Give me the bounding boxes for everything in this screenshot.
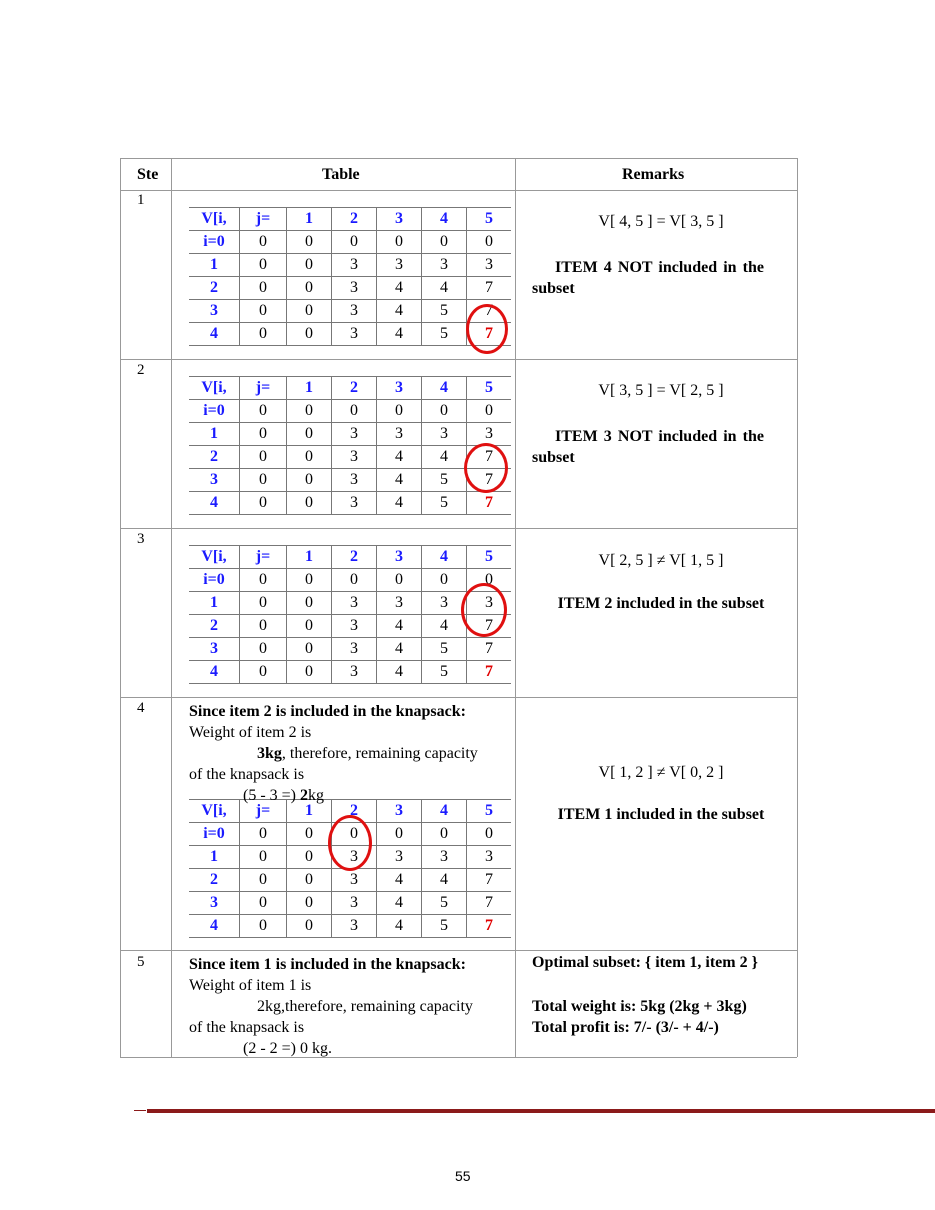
table-header-cell: 3 (377, 377, 422, 400)
table-header-cell: 1 (287, 208, 332, 231)
table-cell: 0 (377, 569, 422, 592)
table-cell: 4 (377, 638, 422, 661)
table-cell: 4 (377, 300, 422, 323)
table-cell: 0 (287, 661, 332, 684)
grid-line (120, 697, 797, 698)
optimal-subset: Optimal subset: { item 1, item 2 } (532, 954, 758, 971)
step5-text-c: (2 - 2 =) 0 kg. (243, 1040, 333, 1057)
table-cell: 0 (240, 254, 287, 277)
footer-rule-tick (134, 1110, 146, 1111)
table-cell: 5 (422, 915, 467, 938)
table-header-cell: V[i, (189, 546, 240, 569)
step-number: 3 (137, 531, 145, 547)
remark-text: ITEM 4 NOT included in the subset (532, 259, 764, 297)
table-cell: 3 (332, 469, 377, 492)
grid-line (120, 158, 797, 159)
table-cell: 0 (287, 592, 332, 615)
grid-line (120, 158, 121, 1057)
table-header-cell: j= (240, 208, 287, 231)
table-header-cell: 4 (422, 208, 467, 231)
row-label: 3 (189, 638, 240, 661)
table-cell: 0 (287, 231, 332, 254)
table-header-cell: V[i, (189, 800, 240, 823)
table-cell: 3 (422, 254, 467, 277)
step4-text-d: (5 - 3 =) (243, 787, 301, 804)
remark-formula: V[ 3, 5 ] = V[ 2, 5 ] (598, 382, 724, 399)
table-header-cell: 5 (467, 546, 512, 569)
table-cell: 3 (332, 869, 377, 892)
table-header-cell: 3 (377, 208, 422, 231)
step4-text-c: , therefore, remaining capacity of the knapsack is (189, 745, 478, 783)
row-label: 1 (189, 423, 240, 446)
table-cell: 3 (422, 846, 467, 869)
table-cell: 0 (287, 492, 332, 515)
table-cell: 0 (240, 869, 287, 892)
table-cell: 3 (332, 615, 377, 638)
row-label: 3 (189, 300, 240, 323)
table-cell: 3 (332, 254, 377, 277)
table-cell: 3 (467, 254, 512, 277)
table-cell: 0 (332, 231, 377, 254)
table-cell: 0 (287, 323, 332, 346)
table-cell: 0 (422, 823, 467, 846)
table-cell: 7 (467, 469, 512, 492)
table-cell: 0 (240, 638, 287, 661)
grid-line (120, 528, 797, 529)
table-cell: 0 (377, 231, 422, 254)
table-cell: 0 (377, 400, 422, 423)
table-cell: 0 (287, 469, 332, 492)
table-cell: 3 (332, 661, 377, 684)
table-cell: 3 (332, 592, 377, 615)
table-cell: 0 (287, 300, 332, 323)
table-cell: 0 (377, 823, 422, 846)
table-cell: 4 (422, 277, 467, 300)
table-cell: 0 (467, 569, 512, 592)
step4-text-e: kg (308, 787, 325, 804)
table-cell: 3 (377, 846, 422, 869)
table-cell: 3 (377, 592, 422, 615)
step-number: 2 (137, 362, 145, 378)
table-header-cell: 2 (332, 377, 377, 400)
table-header-cell: j= (240, 377, 287, 400)
remark-text: ITEM 2 included in the subset (557, 595, 765, 612)
table-cell: 3 (332, 446, 377, 469)
table-cell: 0 (240, 615, 287, 638)
highlight-circle (328, 815, 372, 871)
table-cell: 0 (422, 569, 467, 592)
table-cell: 3 (332, 846, 377, 869)
table-cell: 4 (377, 469, 422, 492)
table-cell: 4 (377, 915, 422, 938)
table-header-cell: 1 (287, 800, 332, 823)
table-cell: 0 (287, 254, 332, 277)
remark-formula: V[ 1, 2 ] ≠ V[ 0, 2 ] (598, 764, 724, 781)
table-cell: 0 (240, 661, 287, 684)
table-header-cell: 4 (422, 546, 467, 569)
table-cell: 7 (467, 492, 512, 515)
table-cell: 5 (422, 492, 467, 515)
table-cell: 3 (332, 492, 377, 515)
table-cell: 7 (467, 661, 512, 684)
table-cell: 0 (240, 823, 287, 846)
table-cell: 3 (332, 638, 377, 661)
highlight-circle (466, 304, 508, 354)
total-summary: Total weight is: 5kg (2kg + 3kg) Total profit is: 7/- (3/- + 4/-) (532, 998, 747, 1036)
header-step: Ste (137, 166, 159, 183)
row-label: 3 (189, 892, 240, 915)
row-label: 4 (189, 915, 240, 938)
table-cell: 0 (240, 231, 287, 254)
table-cell: 7 (467, 869, 512, 892)
table-cell: 7 (467, 915, 512, 938)
header-remarks: Remarks (622, 166, 685, 183)
table-cell: 0 (240, 469, 287, 492)
table-cell: 0 (240, 446, 287, 469)
table-cell: 0 (332, 400, 377, 423)
grid-line (120, 190, 797, 191)
table-header-cell: 2 (332, 800, 377, 823)
table-cell: 4 (377, 492, 422, 515)
table-cell: 0 (467, 400, 512, 423)
table-cell: 0 (287, 423, 332, 446)
table-cell: 0 (240, 423, 287, 446)
row-label: i=0 (189, 231, 240, 254)
table-cell: 4 (377, 892, 422, 915)
table-cell: 0 (287, 823, 332, 846)
table-cell: 0 (287, 869, 332, 892)
table-cell: 0 (422, 400, 467, 423)
table-cell: 4 (377, 446, 422, 469)
row-label: 2 (189, 277, 240, 300)
table-cell: 3 (332, 892, 377, 915)
table-cell: 0 (287, 615, 332, 638)
table-cell: 7 (467, 638, 512, 661)
step4-bold: Since item 2 is included in the knapsack: (189, 703, 466, 720)
table-header-cell: 5 (467, 377, 512, 400)
table-header-cell: 3 (377, 546, 422, 569)
table-cell: 3 (467, 846, 512, 869)
table-cell: 3 (332, 277, 377, 300)
table-cell: 5 (422, 469, 467, 492)
row-label: 2 (189, 869, 240, 892)
table-cell: 4 (377, 661, 422, 684)
dp-table (189, 207, 511, 346)
table-cell: 7 (467, 277, 512, 300)
table-header-cell: V[i, (189, 377, 240, 400)
row-label: 1 (189, 592, 240, 615)
table-cell: 3 (467, 423, 512, 446)
grid-line (120, 359, 797, 360)
highlight-circle (461, 583, 507, 637)
table-cell: 4 (422, 615, 467, 638)
grid-line (797, 158, 798, 1057)
table-cell: 3 (422, 423, 467, 446)
remark-formula: V[ 2, 5 ] ≠ V[ 1, 5 ] (598, 552, 724, 569)
table-header-cell: j= (240, 800, 287, 823)
table-header-cell: 1 (287, 546, 332, 569)
step4-paragraph (189, 701, 489, 806)
row-label: i=0 (189, 400, 240, 423)
page-number: 55 (455, 1168, 471, 1184)
row-label: i=0 (189, 823, 240, 846)
row-label: 2 (189, 446, 240, 469)
table-cell: 0 (240, 892, 287, 915)
footer-rule (147, 1109, 935, 1113)
table-header-cell: 1 (287, 377, 332, 400)
row-label: 1 (189, 254, 240, 277)
table-cell: 4 (377, 869, 422, 892)
table-header-cell: 2 (332, 546, 377, 569)
table-header-cell: 5 (467, 208, 512, 231)
step-number: 5 (137, 954, 145, 970)
table-cell: 0 (240, 846, 287, 869)
row-label: 1 (189, 846, 240, 869)
table-cell: 0 (467, 823, 512, 846)
table-cell: 4 (422, 446, 467, 469)
dp-table (189, 376, 511, 515)
step5-bold: Since item 1 is included in the knapsack: (189, 956, 466, 973)
table-cell: 0 (240, 569, 287, 592)
table-cell: 3 (467, 592, 512, 615)
table-header-cell: 4 (422, 377, 467, 400)
table-cell: 0 (422, 231, 467, 254)
remark-text: ITEM 3 NOT included in the subset (532, 428, 764, 466)
table-header-cell: 4 (422, 800, 467, 823)
grid-line (171, 158, 172, 1057)
table-cell: 5 (422, 300, 467, 323)
step4-weight: 3kg (257, 745, 282, 762)
row-label: 4 (189, 661, 240, 684)
table-cell: 4 (422, 869, 467, 892)
table-cell: 0 (240, 400, 287, 423)
table-header-cell: V[i, (189, 208, 240, 231)
table-cell: 7 (467, 300, 512, 323)
row-label: 4 (189, 492, 240, 515)
row-label: 4 (189, 323, 240, 346)
grid-line (120, 950, 797, 951)
table-cell: 5 (422, 661, 467, 684)
table-cell: 7 (467, 323, 512, 346)
step-number: 1 (137, 192, 145, 208)
step5-text-a: Weight of item 1 is (189, 977, 312, 994)
grid-line (515, 158, 516, 1057)
table-cell: 0 (240, 300, 287, 323)
remark-formula: V[ 4, 5 ] = V[ 3, 5 ] (598, 213, 724, 230)
table-cell: 4 (377, 323, 422, 346)
table-cell: 0 (287, 400, 332, 423)
header-table: Table (322, 166, 360, 183)
highlight-circle (464, 443, 508, 493)
step4-text-a: Weight of item 2 is (189, 724, 312, 741)
table-cell: 7 (467, 446, 512, 469)
table-cell: 5 (422, 638, 467, 661)
table-cell: 3 (422, 592, 467, 615)
table-cell: 0 (287, 277, 332, 300)
table-cell: 4 (377, 615, 422, 638)
table-cell: 3 (332, 300, 377, 323)
table-cell: 0 (332, 569, 377, 592)
table-cell: 0 (287, 446, 332, 469)
table-cell: 3 (332, 323, 377, 346)
table-cell: 0 (240, 323, 287, 346)
table-cell: 0 (287, 846, 332, 869)
table-cell: 5 (422, 323, 467, 346)
table-cell: 4 (377, 277, 422, 300)
table-header-cell: 3 (377, 800, 422, 823)
table-cell: 0 (287, 892, 332, 915)
table-cell: 3 (377, 254, 422, 277)
remark-text: ITEM 1 included in the subset (557, 806, 765, 823)
table-cell: 3 (332, 915, 377, 938)
table-cell: 7 (467, 615, 512, 638)
row-label: 3 (189, 469, 240, 492)
table-cell: 5 (422, 892, 467, 915)
table-cell: 3 (332, 423, 377, 446)
step-number: 4 (137, 700, 145, 716)
table-cell: 0 (332, 823, 377, 846)
table-cell: 0 (287, 915, 332, 938)
table-cell: 3 (377, 423, 422, 446)
table-cell: 7 (467, 892, 512, 915)
table-cell: 0 (240, 592, 287, 615)
table-cell: 0 (287, 638, 332, 661)
table-cell: 0 (240, 915, 287, 938)
table-header-cell: 2 (332, 208, 377, 231)
table-cell: 0 (287, 569, 332, 592)
table-cell: 0 (240, 492, 287, 515)
step5-paragraph (189, 954, 489, 1059)
step4-text-d-bold: 2 (300, 787, 309, 804)
step5-text-b: 2kg,therefore, remaining capacity of the knapsack is (189, 998, 473, 1036)
table-cell: 0 (240, 277, 287, 300)
row-label: 2 (189, 615, 240, 638)
table-header-cell: j= (240, 546, 287, 569)
table-header-cell: 5 (467, 800, 512, 823)
row-label: i=0 (189, 569, 240, 592)
table-cell: 0 (467, 231, 512, 254)
